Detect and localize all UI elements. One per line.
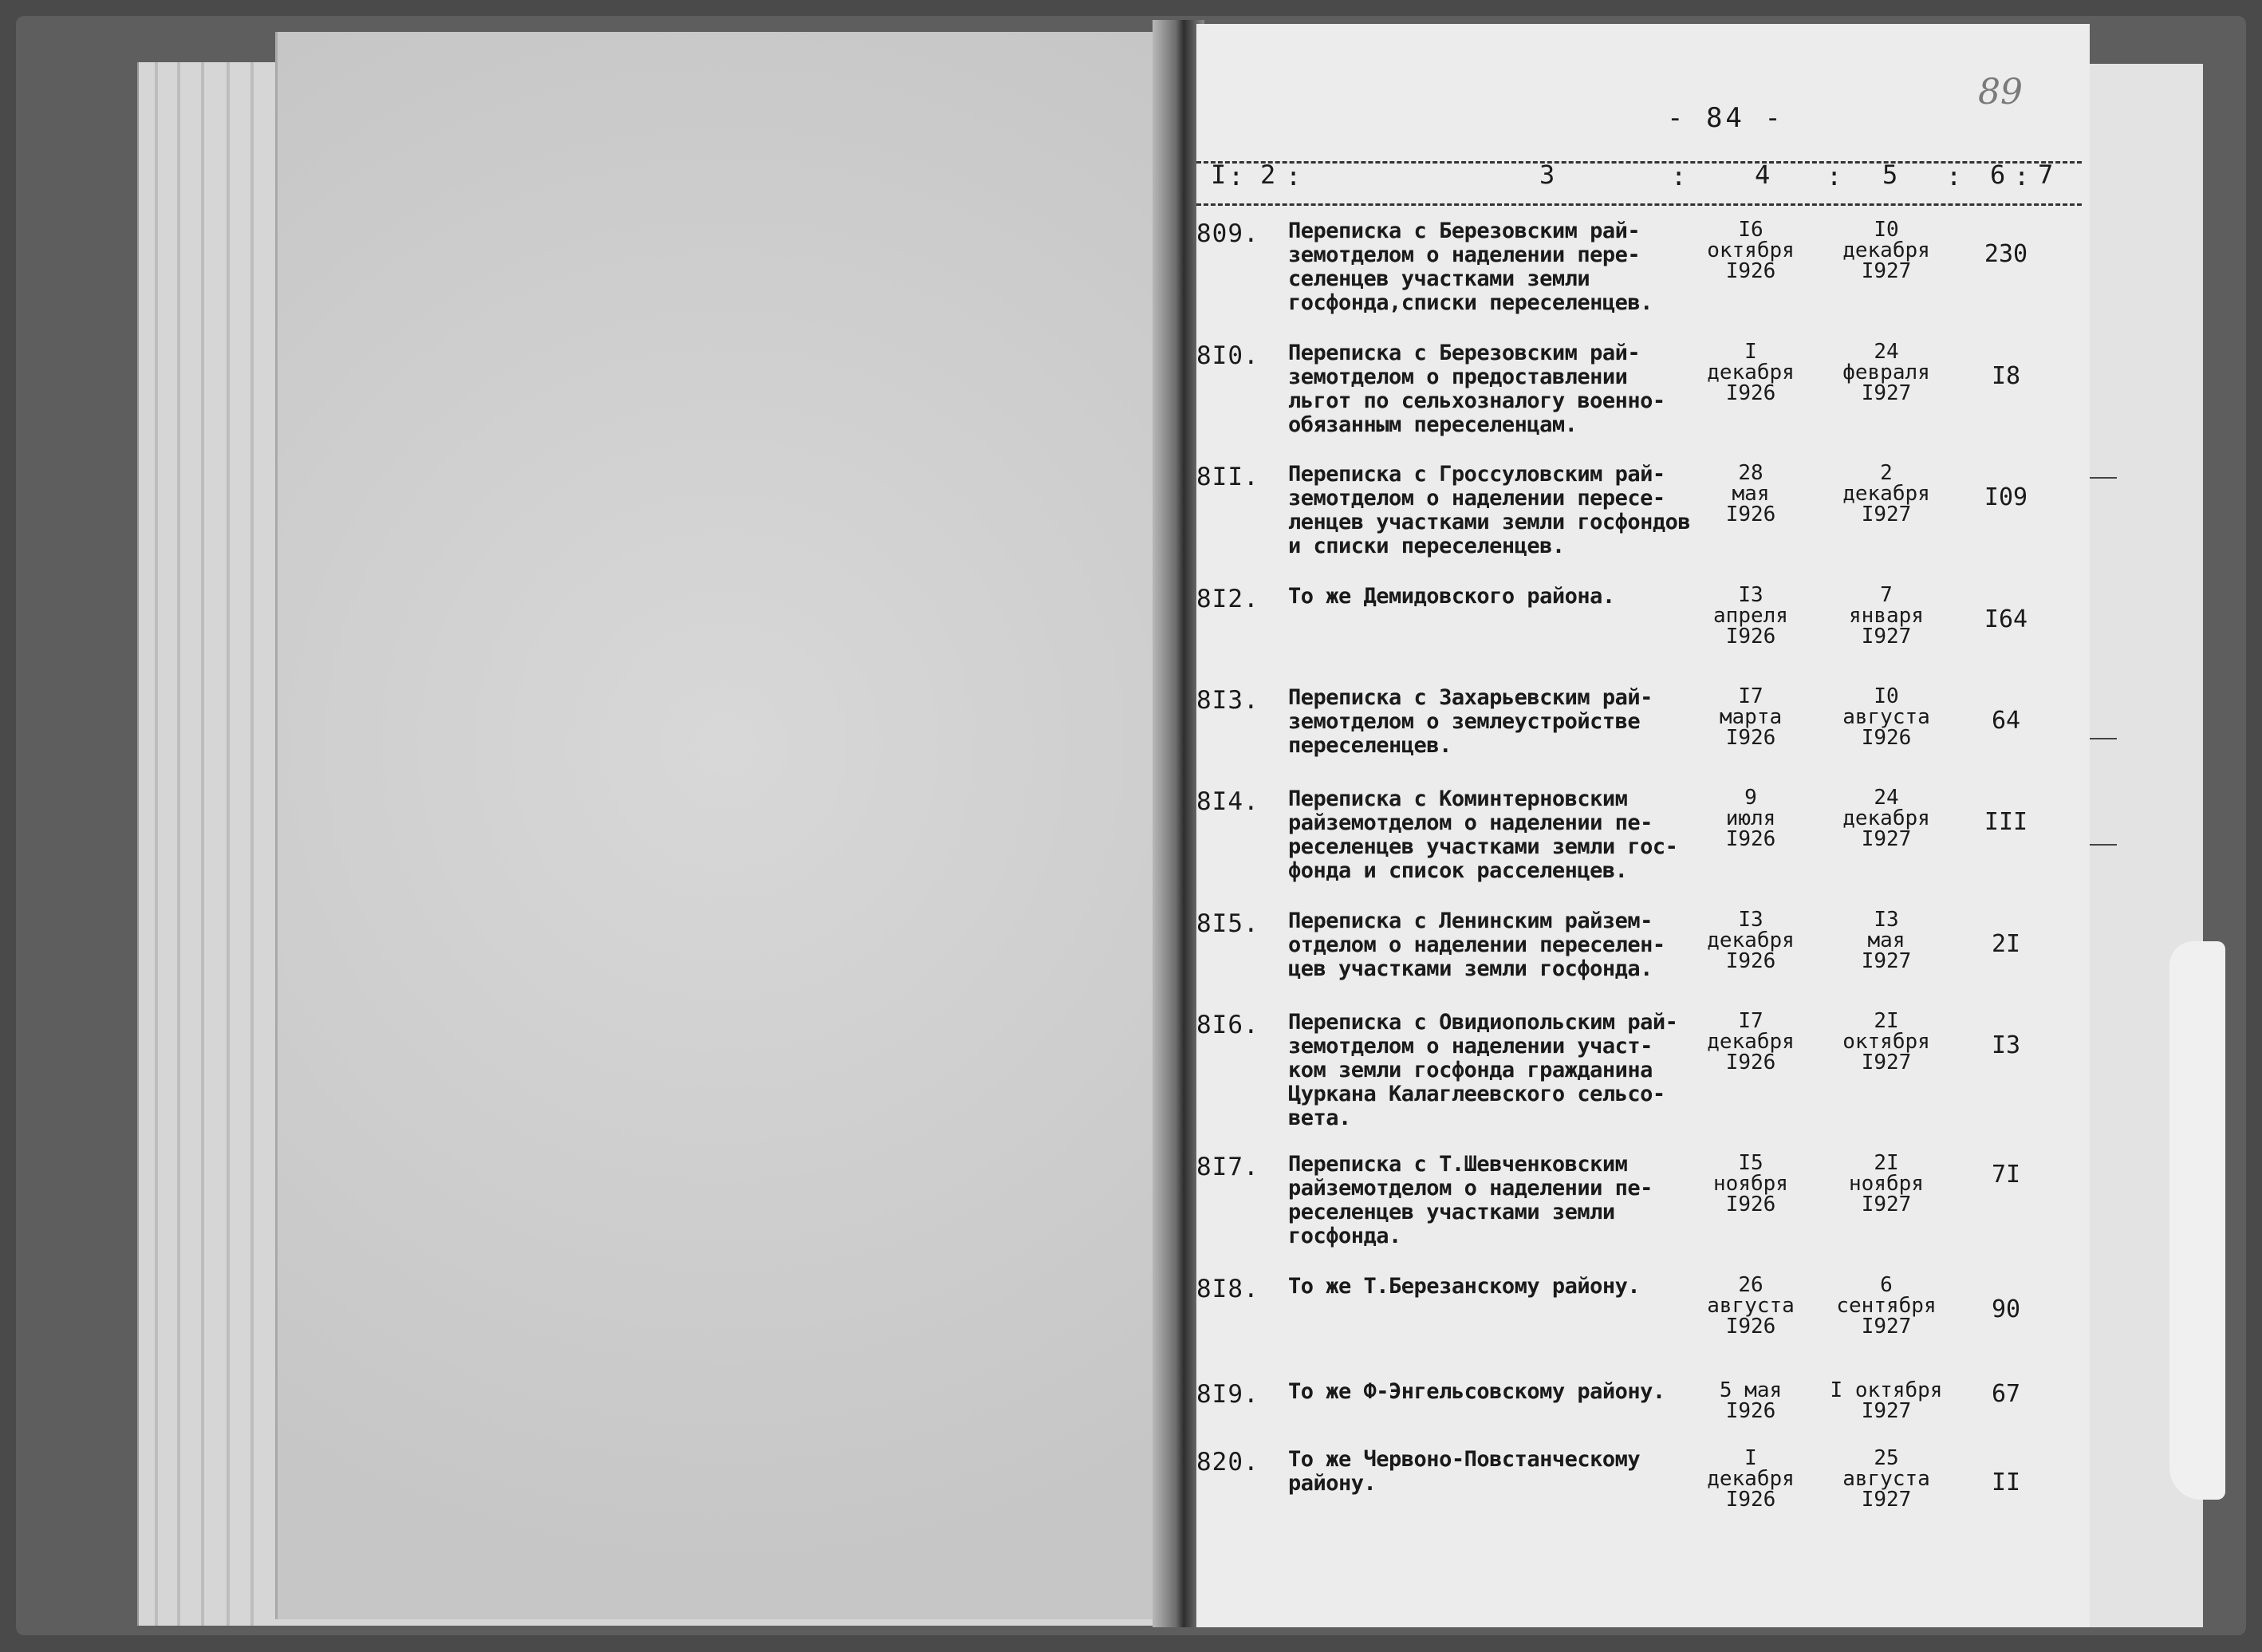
entry-description: Переписка с Захарьевским рай- земотделом о землеустройстве переселенцев. <box>1288 685 1653 758</box>
entry-sheet-count: II <box>1991 1469 2021 1496</box>
entry-end-date: 7 января I927 <box>1849 583 1924 649</box>
entry-sheet-count: 7I <box>1991 1161 2021 1189</box>
entry-description: Переписка с Березовским рай- земотделом о наделении пере- селенцев участками земли госфонда,списки переселенцев. <box>1288 219 1653 315</box>
entry-start-date: 9 июля I926 <box>1725 786 1776 851</box>
entry-end-date: 2 декабря I927 <box>1842 461 1930 526</box>
entry-description: Переписка с Т.Шевченковским райземотделом о наделении пе- реселенцев участками земли госфонда. <box>1288 1152 1653 1248</box>
entry-start-date: 5 мая I926 <box>1719 1378 1783 1423</box>
col-header-1: I <box>1211 160 1227 190</box>
entry-number: 820. <box>1196 1448 1259 1477</box>
col-sep: : <box>1228 161 1244 191</box>
page-edge <box>155 62 158 1626</box>
archive-folio-number: 89 <box>1978 72 2023 112</box>
entry-start-date: I декабря I926 <box>1707 1446 1795 1512</box>
left-page-blank <box>275 32 1171 1619</box>
page-edge <box>250 62 254 1626</box>
entry-end-date: I октября I927 <box>1830 1378 1943 1423</box>
entry-number: 8I9. <box>1196 1380 1259 1409</box>
entry-end-date: 25 августа I927 <box>1842 1446 1930 1512</box>
entry-end-date: I0 декабря I927 <box>1842 218 1930 283</box>
entry-sheet-count: III <box>1984 808 2028 836</box>
entry-number: 8I0. <box>1196 341 1259 370</box>
right-page <box>1196 24 2090 1627</box>
entry-start-date: I5 ноября I926 <box>1713 1151 1788 1216</box>
entry-description: То же Червоно-Повстанческому району. <box>1288 1447 1641 1496</box>
col-header-3: 3 <box>1539 160 1555 190</box>
entry-start-date: 26 августа I926 <box>1707 1273 1795 1339</box>
torn-paper-edge <box>2169 941 2225 1500</box>
entry-end-date: 6 сентября I927 <box>1836 1273 1937 1339</box>
entry-start-date: I6 октября I926 <box>1707 218 1795 283</box>
entry-end-date: 24 декабря I927 <box>1842 786 1930 851</box>
margin-tick <box>2090 844 2117 846</box>
entry-start-date: I7 марта I926 <box>1719 684 1783 750</box>
entry-start-date: I3 декабря I926 <box>1707 908 1795 973</box>
entry-description: Переписка с Коминтерновским райземотделом о наделении пе- реселенцев участками земли гос- фонда и список расселенцев. <box>1288 787 1678 883</box>
page-edge <box>227 62 230 1626</box>
col-sep: : <box>1286 161 1302 191</box>
entry-description: То же Ф-Энгельсовскому району. <box>1288 1379 1665 1404</box>
margin-tick <box>2090 477 2117 479</box>
entry-number: 809. <box>1196 219 1259 248</box>
entry-number: 8II. <box>1196 463 1259 491</box>
entry-number: 8I8. <box>1196 1275 1259 1303</box>
col-header-7: 7 <box>2038 160 2054 190</box>
col-sep: : <box>2014 161 2030 191</box>
col-header-5: 5 <box>1882 160 1898 190</box>
entry-end-date: I3 мая I927 <box>1861 908 1912 973</box>
entry-sheet-count: I09 <box>1984 483 2028 511</box>
entry-start-date: I3 апреля I926 <box>1713 583 1788 649</box>
entry-end-date: 2I ноября I927 <box>1849 1151 1924 1216</box>
entry-number: 8I5. <box>1196 909 1259 938</box>
entry-number: 8I2. <box>1196 585 1259 613</box>
entry-end-date: 2I октября I927 <box>1842 1009 1930 1074</box>
entry-description: Переписка с Гроссуловским рай- земотделом о наделении пересе- ленцев участками земли госфондов и списки переселенцев. <box>1288 462 1691 558</box>
entry-description: То же Т.Березанскому району. <box>1288 1274 1641 1299</box>
page-edge <box>177 62 180 1626</box>
entry-sheet-count: 90 <box>1991 1295 2021 1323</box>
entry-description: Переписка с Овидиопольским рай- земотделом о наделении участ- ком земли госфонда гражданина Цуркана Калаглеевского сельсо- вета. <box>1288 1010 1678 1130</box>
page-edge <box>201 62 204 1626</box>
entry-sheet-count: 64 <box>1991 707 2021 735</box>
entry-start-date: I7 декабря I926 <box>1707 1009 1795 1074</box>
entry-sheet-count: 67 <box>1991 1380 2021 1408</box>
col-sep: : <box>1827 161 1842 191</box>
margin-tick <box>2090 738 2117 739</box>
entry-number: 8I3. <box>1196 686 1259 715</box>
entry-sheet-count: I8 <box>1991 362 2021 390</box>
entry-number: 8I7. <box>1196 1153 1259 1181</box>
col-header-2: 2 <box>1260 160 1276 190</box>
header-bottom-rule <box>1196 203 2082 206</box>
entry-end-date: I0 августа I926 <box>1842 684 1930 750</box>
entry-description: Переписка с Березовским рай- земотделом о предоставлении льгот по сельхозналогу военно- обязанным переселенцам. <box>1288 341 1665 437</box>
col-header-4: 4 <box>1755 160 1771 190</box>
col-sep: : <box>1671 161 1687 191</box>
entry-end-date: 24 февраля I927 <box>1842 340 1930 405</box>
entry-number: 8I4. <box>1196 787 1259 816</box>
entry-sheet-count: 2I <box>1991 930 2021 958</box>
entry-start-date: 28 мая I926 <box>1725 461 1776 526</box>
entry-sheet-count: I64 <box>1984 605 2028 633</box>
entry-description: То же Демидовского района. <box>1288 584 1615 609</box>
col-header-6: 6 <box>1990 160 2006 190</box>
entry-sheet-count: I3 <box>1991 1031 2021 1059</box>
page-number: - 84 - <box>1667 102 1784 134</box>
entry-number: 8I6. <box>1196 1011 1259 1039</box>
entry-sheet-count: 230 <box>1984 240 2028 268</box>
col-sep: : <box>1946 161 1962 191</box>
entry-start-date: I декабря I926 <box>1707 340 1795 405</box>
entry-description: Переписка с Ленинским райзем- отделом о наделении переселен- цев участками земли госфонда. <box>1288 909 1665 981</box>
